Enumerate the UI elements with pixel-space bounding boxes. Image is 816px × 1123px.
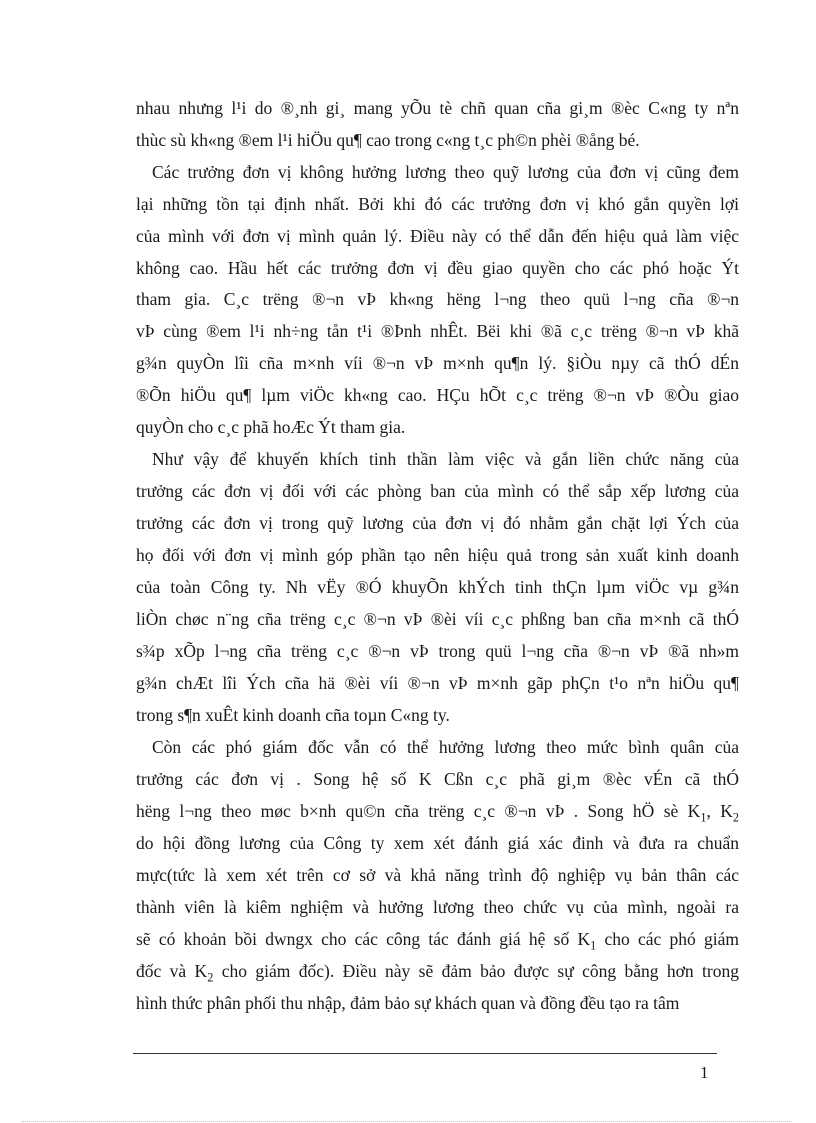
text-line: trưởng các đơn vị đối với các phòng ban của mình có thể sắp xếp lương của: [136, 481, 739, 501]
page-number: 1: [700, 1063, 709, 1082]
text-line: do hội đồng lương của Công ty xem xét đánh giá xác đinh và đưa ra chuẩn: [136, 833, 739, 853]
text-line: nhau nhưng l¹i do ®¸nh gi¸ mang yÕu tè chñ quan cña gi¸m ®èc C«ng ty nªn: [136, 98, 739, 118]
text-line: trưởng các đơn vị . Song hệ số K Cßn c¸c phã gi¸m ®èc vÉn cã thÓ: [136, 769, 739, 789]
text-line: liÒn chøc n¨ng cña trëng c¸c ®¬n vÞ ®èi víi c¸c phßng ban cña m×nh cã thÓ: [136, 609, 739, 629]
text-line: thành viên là kiêm nghiệm và hưởng lương theo chức vụ của mình, ngoài ra: [136, 897, 739, 917]
footer-divider: [133, 1053, 717, 1054]
text-line: của toàn Công ty. Nh vËy ®Ó khuyÕn khÝch tinh thÇn lµm viÖc vµ g¾n: [136, 577, 739, 597]
text-line: s¾p xÕp l¬ng cña trëng c¸c ®¬n vÞ trong quü l¬ng cña ®¬n vÞ ®ã nh»m: [136, 641, 739, 661]
text-line: vÞ cùng ®em l¹i nh÷ng tån t¹i ®Þnh nhÊt. Bëi khi ®ã c¸c trëng ®¬n vÞ khã: [136, 321, 739, 341]
text-line: sẽ có khoản bồi dwngx cho các công tác đánh giá hệ số $K_1$ cho các phó giám: [136, 929, 739, 952]
text-line: hëng l¬ng theo møc b×nh qu©n cña trëng c¸c ®¬n vÞ . Song hÖ sè $K_1$, $K_2$: [136, 801, 739, 824]
text-line: Như vậy để khuyến khích tinh thần làm việc và gắn liền chức năng của: [152, 449, 739, 469]
text-line: thùc sù kh«ng ®em l¹i hiÖu qu¶ cao trong c«ng t¸c ph©n phèi ®ång bé.: [136, 130, 640, 150]
text-line: họ đối với đơn vị mình góp phần tạo nên hiệu quả trong sản xuất kinh doanh: [136, 545, 739, 565]
text-line: tham gia. C¸c trëng ®¬n vÞ kh«ng hëng l¬ng theo quü l¬ng cña ®¬n: [136, 289, 739, 309]
text-line: ®Õn hiÖu qu¶ lµm viÖc kh«ng cao. HÇu hÕt c¸c trëng ®¬n vÞ ®Òu giao: [136, 385, 739, 405]
text-line: quyÒn cho c¸c phã hoÆc Ýt tham gia.: [136, 417, 406, 437]
text-line: lại những tồn tại định nhất. Bởi khi đó các trưởng đơn vị khó gắn quyền lợi: [136, 194, 739, 214]
page-edge: [22, 1121, 792, 1122]
text-line: hình thức phân phối thu nhập, đảm bảo sự khách quan và đồng đều tạo ra tâm: [136, 993, 680, 1013]
text-line: trưởng các đơn vị trong quỹ lương của đơn vị đó nhằm gắn chặt lợi Ých của: [136, 513, 739, 533]
text-line: g¾n quyÒn lîi cña m×nh víi ®¬n vÞ m×nh qu¶n lý. §iÒu nµy cã thÓ dÉn: [136, 353, 739, 373]
text-line: đốc và $K_2$ cho giám đốc). Điều này sẽ đảm bảo được sự công bằng hơn trong: [136, 961, 739, 984]
text-line: g¾n chÆt lîi Ých cña hä ®èi víi ®¬n vÞ m×nh gãp phÇn t¹o nªn hiÖu qu¶: [136, 673, 739, 693]
text-line: của mình với đơn vị mình quản lý. Điều này có thể dẫn đến hiệu quả làm việc: [136, 226, 739, 246]
text-line: trong s¶n xuÊt kinh doanh cña toµn C«ng ty.: [136, 705, 450, 725]
text-line: Còn các phó giám đốc vẫn có thể hưởng lương theo mức bình quân của: [152, 737, 739, 757]
text-line: không cao. Hầu hết các trưởng đơn vị đều giao quyền cho các phó hoặc Ýt: [136, 258, 739, 278]
text-line: Các trưởng đơn vị không hưởng lương theo quỹ lương của đơn vị cũng đem: [152, 162, 739, 182]
text-line: mực(tức là xem xét trên cơ sở và khả năng trình độ nghiệp vụ bản thân các: [136, 865, 739, 885]
